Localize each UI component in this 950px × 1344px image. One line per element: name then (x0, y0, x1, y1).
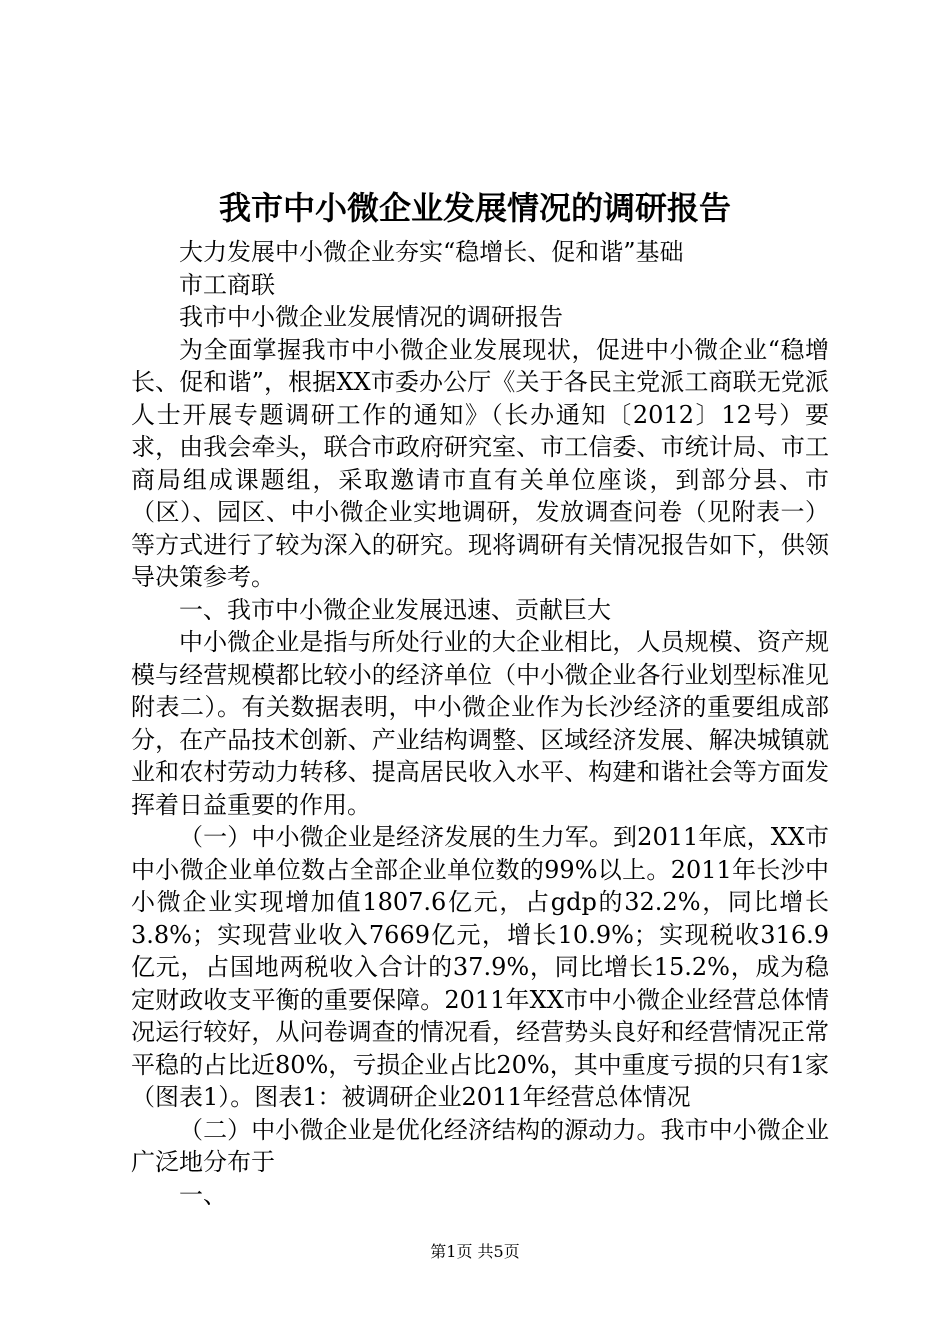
paragraph-subsection-1: （一）中小微企业是经济发展的生力军。到2011年底，XX市中小微企业单位数占全部企业单位数的99%以上。2011年长沙中小微企业实现增加值1807.6亿元，占gdp的32.2%，同比增长3.8%；实现营业收入7669亿元，增长10.9%；实现税收316.9亿元，占国地两税收入合计的37.9%，同比增长15.2%，成为稳定财政收支平衡的重要保障。2011年XX市中小微企业经营总体情况运行较好，从问卷调查的情况看，经营势头良好和经营情况正常平稳的占比近80%，亏损企业占比20%，其中重度亏损的只有1家（图表1）。图表1：被调研企业2011年经营总体情况 (131, 823, 829, 1111)
paragraph-subsection-2: （二）中小微企业是优化经济结构的源动力。我市中小微企业广泛地分布于 (131, 1115, 829, 1176)
paragraph-intro: 为全面掌握我市中小微企业发展现状，促进中小微企业“稳增长、促和谐”，根据XX市委办公厅《关于各民主党派工商联无党派人士开展专题调研工作的通知》（长办通知〔2012〕12号）要求，由我会牵头，联合市政府研究室、市工信委、市统计局、市工商局组成课题组，采取邀请市直有关单位座谈，到部分县、市（区）、园区、中小微企业实地调研，发放调查问卷（见附表一）等方式进行了较为深入的研究。现将调研有关情况报告如下，供领导决策参考。 (131, 335, 829, 591)
paragraph-definition: 中小微企业是指与所处行业的大企业相比，人员规模、资产规模与经营规模都比较小的经济单位（中小微企业各行业划型标准见附表二）。有关数据表明，中小微企业作为长沙经济的重要组成部分，在产品技术创新、产业结构调整、区域经济发展、解决城镇就业和农村劳动力转移、提高居民收入水平、构建和谐社会等方面发挥着日益重要的作用。 (131, 628, 829, 819)
section-heading-1: 一、我市中小微企业发展迅速、贡献巨大 (179, 595, 611, 624)
page-footer: 第1页 共5页 (430, 1242, 520, 1261)
document-author: 市工商联 (179, 270, 275, 299)
document-repeat-title: 我市中小微企业发展情况的调研报告 (179, 303, 563, 331)
document-title: 我市中小微企业发展情况的调研报告 (218, 189, 731, 227)
section-heading-fragment: 一、 (179, 1180, 227, 1209)
document-body (131, 236, 829, 1211)
document-subtitle: 大力发展中小微企业夯实“稳增长、促和谐”基础 (179, 238, 684, 266)
